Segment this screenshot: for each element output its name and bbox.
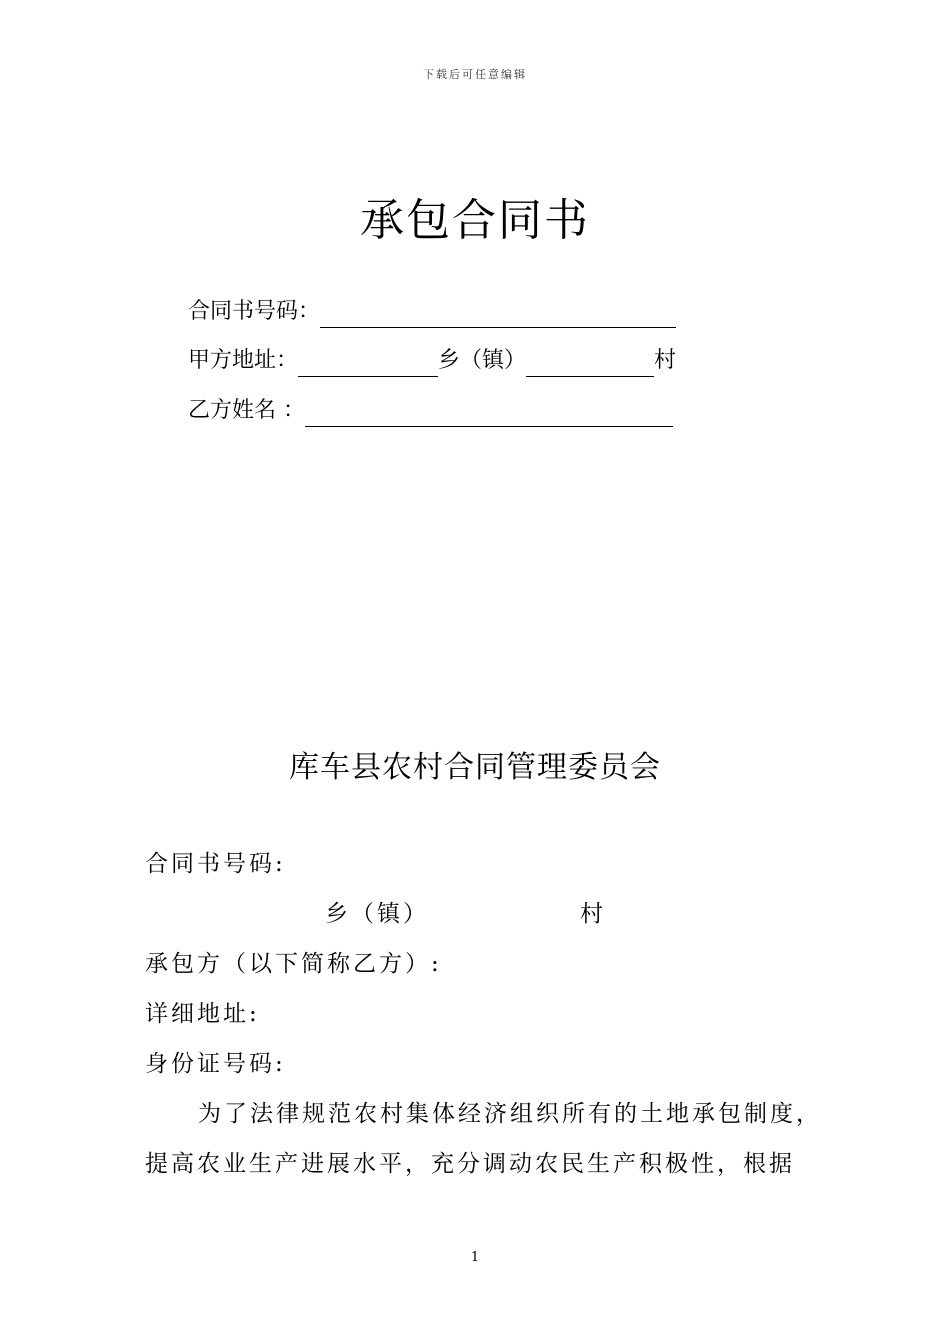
document-title: 承包合同书 [360, 195, 590, 246]
body-contractor: 承包方（以下简称乙方）: [145, 951, 442, 977]
cover-party-b-label: 乙方姓名 ： [188, 398, 305, 423]
cover-contract-number-label: 合同书号码： [188, 299, 321, 324]
cover-township-label: 乡（镇） [438, 348, 527, 373]
body-township: 乡（镇） [325, 901, 429, 927]
body-id-number: 身份证号码: [145, 1051, 286, 1077]
cover-village-label: 村 [654, 348, 677, 373]
village-blank[interactable] [526, 350, 654, 377]
body-paragraph-line-2: 提高农业生产进展水平，充分调动农民生产积极性，根据 [145, 1151, 795, 1177]
page-number: 1 [470, 1250, 480, 1265]
township-blank[interactable] [298, 350, 438, 377]
party-b-name-blank[interactable] [305, 400, 673, 427]
cover-address-row [188, 345, 676, 377]
body-village: 村 [580, 901, 606, 927]
body-contract-number: 合同书号码: [145, 851, 286, 877]
organization-name: 库车县农村合同管理委员会 [289, 750, 661, 785]
body-paragraph-line-1: 为了法律规范农村集体经济组织所有的土地承包制度， [198, 1101, 822, 1127]
contract-number-blank[interactable] [320, 301, 676, 328]
cover-contract-number-row [188, 296, 676, 328]
cover-party-b-row [188, 395, 673, 427]
cover-address-label: 甲方地址： [188, 348, 299, 373]
body-detailed-address: 详细地址: [145, 1001, 260, 1027]
header-note: 下载后可任意编辑 [423, 68, 527, 81]
